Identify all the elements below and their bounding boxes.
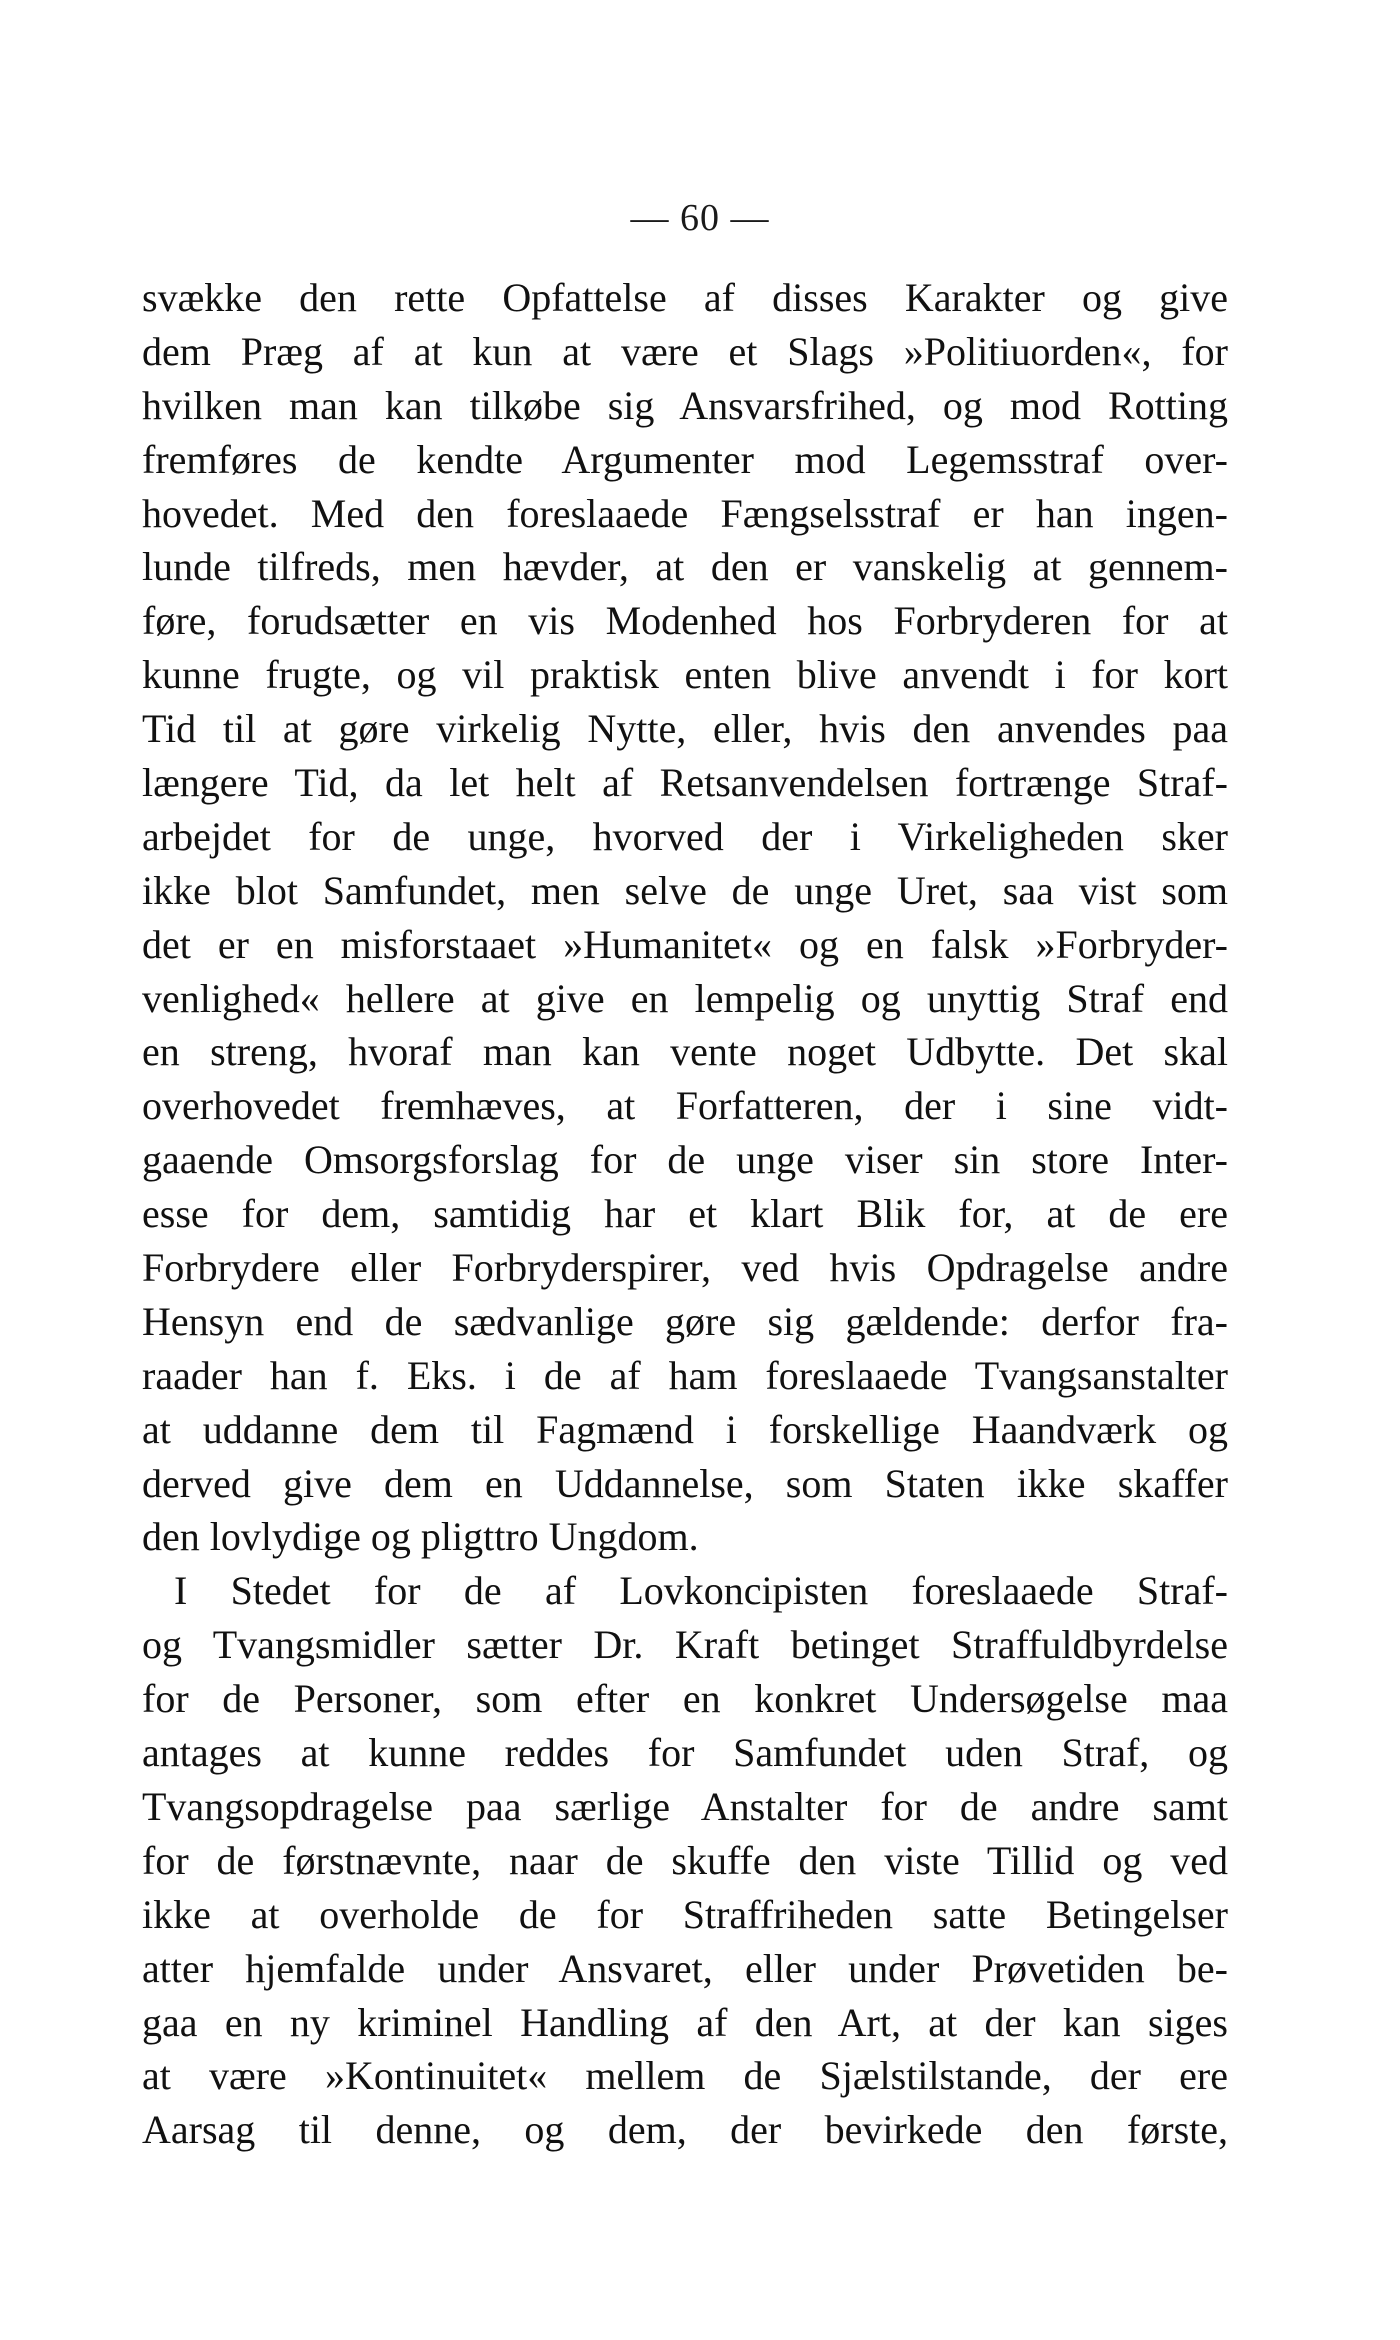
text-line: derved give dem en Uddannelse, som Staten ikke skaffer xyxy=(142,1460,1228,1506)
text-line: esse for dem, samtidig har et klart Blik for, at de ere xyxy=(142,1191,1228,1237)
text-line: føre, forudsætter en vis Modenhed hos Forbryderen for at xyxy=(142,598,1228,644)
text-line: Forbrydere eller Forbryderspirer, ved hvis Opdragelse andre xyxy=(142,1245,1228,1291)
text-line: kunne frugte, og vil praktisk enten blive anvendt i for kort xyxy=(142,652,1228,698)
text-line: gaaende Omsorgsforslag for de unge viser sin store Inter- xyxy=(142,1137,1228,1183)
text-line: atter hjemfalde under Ansvaret, eller under Prøvetiden be- xyxy=(142,1945,1228,1991)
text-line: svække den rette Opfattelse af disses Karakter og give xyxy=(142,275,1228,320)
text-line: venlighed« hellere at give en lempelig og unyttig Straf end xyxy=(142,975,1228,1021)
text-line: lunde tilfreds, men hævder, at den er vanskelig at gennem- xyxy=(142,544,1228,590)
text-line: Tvangsopdragelse paa særlige Anstalter for de andre samt xyxy=(142,1783,1228,1829)
text-line: en streng, hvoraf man kan vente noget Udbytte. Det skal xyxy=(142,1029,1228,1075)
text-line: overhovedet fremhæves, at Forfatteren, der i sine vidt- xyxy=(142,1083,1228,1129)
text-line: Hensyn end de sædvanlige gøre sig gældende: derfor fra- xyxy=(142,1298,1228,1344)
text-line: ikke blot Samfundet, men selve de unge Uret, saa vist som xyxy=(142,867,1228,913)
text-line: hvilken man kan tilkøbe sig Ansvarsfrihed, og mod Rotting xyxy=(142,382,1228,428)
paragraph-start-line: I Stedet for de af Lovkoncipisten foreslaaede Straf- xyxy=(174,1568,1228,1614)
text-line: og Tvangsmidler sætter Dr. Kraft betinget Straffuldbyrdelse xyxy=(142,1622,1228,1668)
text-line: længere Tid, da let helt af Retsanvendelsen fortrænge Straf- xyxy=(142,760,1228,806)
text-line: arbejdet for de unge, hvorved der i Virkeligheden sker xyxy=(142,813,1228,859)
text-line: gaa en ny kriminel Handling af den Art, at der kan siges xyxy=(142,1999,1228,2045)
text-line: ikke at overholde de for Straffriheden satte Betingelser xyxy=(142,1891,1228,1937)
text-line: antages at kunne reddes for Samfundet uden Straf, og xyxy=(142,1730,1228,1776)
text-line: det er en misforstaaet »Humanitet« og en falsk »Forbryder- xyxy=(142,921,1228,967)
text-line: Aarsag til denne, og dem, der bevirkede den første, xyxy=(142,2107,1228,2153)
text-line: Tid til at gøre virkelig Nytte, eller, hvis den anvendes paa xyxy=(142,706,1228,752)
text-line: hovedet. Med den foreslaaede Fængselsstraf er han ingen- xyxy=(142,490,1228,536)
text-line: at uddanne dem til Fagmænd i forskellige Haandværk og xyxy=(142,1406,1228,1452)
text-line: for de Personer, som efter en konkret Undersøgelse maa xyxy=(142,1676,1228,1722)
body-text xyxy=(142,271,1228,2157)
text-line: for de førstnævnte, naar de skuffe den viste Tillid og ved xyxy=(142,1837,1228,1883)
text-line: at være »Kontinuitet« mellem de Sjælstilstande, der ere xyxy=(142,2053,1228,2099)
text-line: fremføres de kendte Argumenter mod Legemsstraf over- xyxy=(142,436,1228,482)
page-number: — 60 — xyxy=(630,197,770,239)
text-line: dem Præg af at kun at være et Slags »Politiuorden«, for xyxy=(142,328,1228,374)
paragraph-end-line: den lovlydige og pligttro Ungdom. xyxy=(142,1514,699,1560)
text-line: raader han f. Eks. i de af ham foreslaaede Tvangsanstalter xyxy=(142,1352,1228,1398)
